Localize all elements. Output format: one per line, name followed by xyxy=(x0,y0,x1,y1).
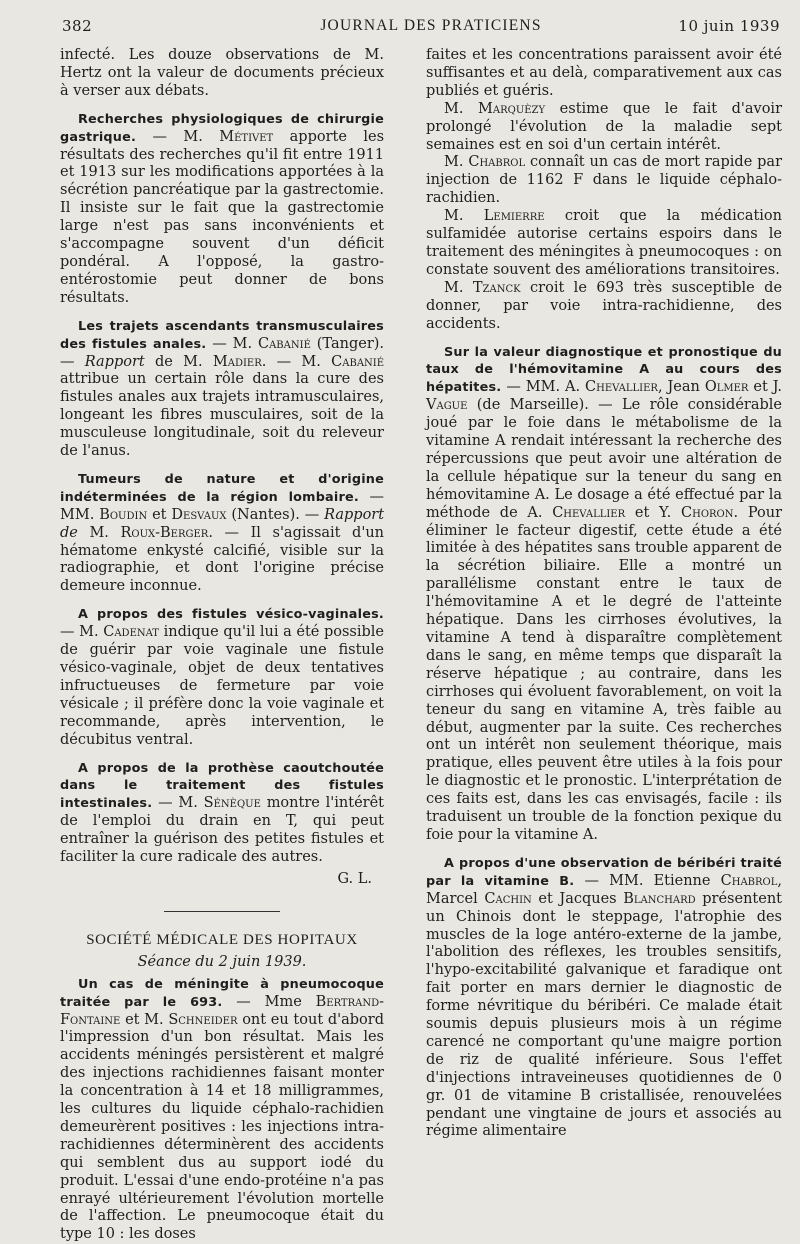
author-name: Sénèque xyxy=(203,795,261,812)
author-name: Chabrol xyxy=(468,154,526,171)
page-number: 382 xyxy=(62,17,93,35)
author-name: Cachin xyxy=(484,890,532,907)
paragraph: M. Marquèzy estime que le fait d'avoir prolongé l'évolution de la maladie sept semaines est en soi d'un certain intérêt. xyxy=(426,100,783,153)
article-block: A propos d'une observation de béribéri traité par la vitamine B. — MM. Etienne Chabrol, Marcel Cachin et Jacques Blanchard présentent un Chinois dont le steppage, l'atrophie des muscles de la loge antéro-externe de la jambe, l'abolition des réflexes, les troubles sensitifs, l'hypo-excitabilité galvanique et faradique ont fait porter en mars dernier le diagnostic de forme névritique du béribéri. Ce malade était soumis depuis plusieurs mois à un régime carencé ne comportant qu'une maigre portion de riz de qualité inférieure. Sous l'effet d'injections intraveineuses quotidiennes de 0 gr. 01 de vitamine B cristallisée, renouvelées pendant une vingtaine de jours et associés au régime alimentaire xyxy=(426,855,783,1140)
article-block: A propos des fistules vésico-vaginales. — M. Cadenat indique qu'il lui a été possible de guérir par voie vaginale une fistule vésico-vaginale, objet de deux tentatives infructueuses de fermeture par voie vésicale ; il préfère donc la voie vaginale et recommande, après intervention, le décubitus ventral. xyxy=(60,607,385,748)
author-name: Blanchard xyxy=(623,890,696,907)
paragraph: M. Tzanck croit le 693 très susceptible de donner, par voie intra-rachidienne, des accidents. xyxy=(426,279,783,332)
author-name: Cabanié xyxy=(331,353,385,370)
right-column xyxy=(426,47,782,1141)
author-name: Madier xyxy=(212,353,262,370)
author-name: Roux-Berger xyxy=(120,524,209,541)
article-block: Tumeurs de nature et d'origine indéterminées de la région lombaire. — MM. Boudin et Desvaux (Nantes). — Rapport de M. Roux-Berger. — Il s'agissait d'un hématome enkysté calcifié, visible sur la radiographie, et dont l'origine précise demeure inconnue. xyxy=(60,471,385,595)
author-name: Chabrol xyxy=(720,872,778,889)
author-name: Cabanié xyxy=(257,335,311,352)
article-block: Sur la valeur diagnostique et pronostique du taux de l'hémovitamine A au cours des hépatites. — MM. A. Chevallier, Jean Olmer et J. Vague (de Marseille). — Le rôle considérable joué par le foie dans le métabolisme de la vitamine A rendait intéressant la recherche des répercussions que peut avoir une altération de la cellule hépatique sur la teneur du sang en hémovitamine A. Le dosage a été effectué par la méthode de A. Chevallier et Y. Choron. Pour éliminer le facteur digestif, cette étude a été limitée à des hépatites sans trouble apparent de la sécrétion biliaire. Elle a montré un parallélisme constant entre le taux de l'hémovitamine A et le degré de l'atteinte hépatique. Dans les cirrhoses évolutives, la vitamine A tend à disparaître complètement dans le sang, en même temps que disparaît la réserve hépatique ; au contraire, dans les cirrhoses qui évoluent favorablement, on voit la teneur du sang en vitamine A, très faible au début, augmenter par la suite. Ces recherches ont un intérêt non seulement théorique, mais pratique, elles peuvent être utiles à la fois pour le diagnostic et le pronostic. L'interprétation de ces faits est, dans les cas envisagés, facile : ils traduisent un trouble de la fonction pexique du foie pour la vitamine A. xyxy=(426,344,783,843)
author-name: Cadenat xyxy=(103,624,159,641)
author-name: Desvaux xyxy=(171,506,227,523)
author-name: Lemierre xyxy=(483,208,545,225)
article-block: A propos de la prothèse caoutchoutée dans le traitement des fistules intestinales. — M. Sénèque montre l'intérêt de l'emploi du drain en T, qui peut entraîner la guérison des petites fistules et faciliter la cure radicale des autres. xyxy=(60,760,384,866)
page-header xyxy=(62,17,800,37)
author-name: Vague xyxy=(426,397,468,414)
paragraph: M. Chabrol connaît un cas de mort rapide par injection de 1162 F dans le liquide céphalo-rachidien. xyxy=(426,154,783,207)
article-title: Sur la valeur diagnostique et pronostique du taux de l'hémovitamine A au cours des hépatites. xyxy=(426,344,782,396)
article-title: Les trajets ascendants transmusculaires des fistules anales. xyxy=(60,318,384,352)
article-title: Recherches physiologiques de chirurgie gastrique. xyxy=(60,111,384,145)
article-title: Tumeurs de nature et d'origine indéterminées de la région lombaire. xyxy=(60,471,384,505)
author-name: Schneider xyxy=(168,1011,238,1028)
author-name: Chevallier xyxy=(585,379,658,396)
section-heading: SOCIÉTÉ MÉDICALE DES HOPITAUX xyxy=(86,931,358,948)
author-name: Marquèzy xyxy=(478,100,546,117)
article-block: Un cas de méningite à pneumocoque traitée par le 693. — Mme Bertrand-Fontaine et M. Schneider ont eu tout d'abord l'impression d'un bon résultat. Mais les accidents méningés persistèrent et malgré des injections rachidiennes faisant monter la concentration à 14 et 18 milligrammes, les cultures du liquide céphalo-rachidien demeurèrent positives : les injections intra-rachidiennes déterminèrent des accidents qui semblent dus au support iodé du produit. L'essai d'une endo-protéine n'a pas enrayé ultérieurement l'évolution mortelle de l'affection. Le pneumocoque était du type 10 : les doses xyxy=(60,976,385,1243)
article-block: Recherches physiologiques de chirurgie gastrique. — M. Métivet apporte les résultats des recherches qu'il fit entre 1911 et 1913 sur les modifications apportées à la sécrétion pancréatique par la gastrectomie. Il insiste sur le fait que la gastrectomie large n'est pas sans inconvénients et s'accompagne souvent d'un déficit pondéral. A l'opposé, la gastro-entérostomie peut donner de bons résultats. xyxy=(60,111,385,306)
author-name: Chevallier xyxy=(552,504,626,521)
journal-title: JOURNAL DES PRATICIENS xyxy=(320,17,542,34)
article-title: A propos des fistules vésico-vaginales. xyxy=(78,607,384,623)
paragraph: M. Lemierre croit que la médication sulfamidée autorise certains espoirs dans le traitement des méningites à pneumocoques : on constate souvent des améliorations transitoires. xyxy=(426,208,783,278)
article-title: A propos d'une observation de béribéri traité par la vitamine B. xyxy=(426,855,782,889)
section-divider xyxy=(164,911,280,912)
author-name: Olmer xyxy=(704,379,749,396)
paragraph: faites et les concentrations paraissent avoir été suffisantes et au delà, comparativement aux cas publiés et guéris. xyxy=(426,47,782,99)
article-title: A propos de la prothèse caoutchoutée dans le traitement des fistules intestinales. xyxy=(60,760,384,812)
issue-date: 10 juin 1939 xyxy=(678,17,780,35)
author-name: Boudin xyxy=(99,506,148,523)
signature: G. L. xyxy=(337,870,372,887)
article-block: Les trajets ascendants transmusculaires des fistules anales. — M. Cabanié (Tanger). — Rapport de M. Madier. — M. Cabanié attribue un certain rôle dans la cure des fistules anales aux trajets intramusculaires, longeant les fibres musculaires, soit de la musculeuse longitudinale, soit du releveur de l'anus. xyxy=(60,318,385,460)
left-column xyxy=(60,47,384,1244)
session-date: Séance du 2 juin 1939. xyxy=(137,953,307,970)
author-name: Bertrand-Fontaine xyxy=(60,993,385,1028)
author-name: Métivet xyxy=(219,128,274,145)
author-name: Tzanck xyxy=(472,279,521,296)
article-title: Un cas de méningite à pneumocoque traitée par le 693. xyxy=(60,976,384,1010)
paragraph: infecté. Les douze observations de M. Hertz ont la valeur de documents précieux à verser aux débats. xyxy=(60,47,384,99)
author-name: Choron xyxy=(681,504,734,521)
